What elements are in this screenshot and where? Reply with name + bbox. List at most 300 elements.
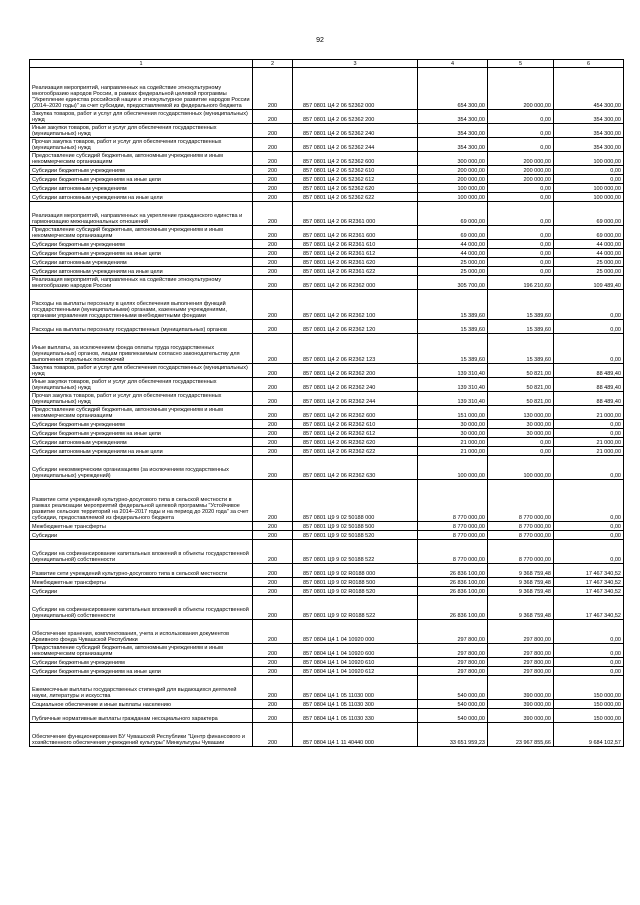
row-amount-rest-cell: 69 000,00 (554, 226, 624, 240)
row-amount-rest-cell: 0,00 (554, 480, 624, 522)
row-code-cell: 857 0801 Ц4 2 06 52362 600 (293, 152, 418, 166)
row-amount-plan-cell: 151 000,00 (418, 406, 488, 420)
row-amount-exec-cell: 0,00 (488, 267, 554, 276)
table-row (30, 531, 624, 540)
row-code-cell: 857 0801 Ц4 2 06 R2362 120 (293, 320, 418, 334)
row-amount-exec-cell: 130 000,00 (488, 406, 554, 420)
budget-table (29, 59, 624, 747)
row-amount-plan-cell: 540 000,00 (418, 709, 488, 723)
row-amount-plan-cell: 25 000,00 (418, 258, 488, 267)
row-col2-cell: 200 (253, 578, 293, 587)
row-amount-exec-cell: 100 000,00 (488, 456, 554, 480)
row-code-cell: 857 0801 Ц9 9 02 50188 522 (293, 540, 418, 564)
row-code-cell: 857 0804 Ц4 1 04 10920 612 (293, 667, 418, 676)
row-name-cell: Реализация мероприятий, направленных на содействие этнокультурному многообразию народов России (30, 276, 253, 290)
row-col2-cell: 200 (253, 68, 293, 110)
row-name-cell: Развитие сети учреждений культурно-досугового типа в сельской местности в рамках реализации мероприятий федеральной целевой программы "Устойчивое развитие сельских территорий на 2014–2017 годы и на период до 2020 года" за счет субсидии, предоставляемой из федерального бюджета (30, 480, 253, 522)
table-row (30, 392, 624, 406)
row-code-cell: 857 0801 Ц4 2 06 52362 000 (293, 68, 418, 110)
table-row (30, 68, 624, 110)
table-row (30, 420, 624, 429)
row-code-cell: 857 0801 Ц4 2 06 R2362 123 (293, 334, 418, 364)
row-name-cell: Субсидии бюджетным учреждениям на иные цели (30, 175, 253, 184)
row-amount-exec-cell: 50 821,00 (488, 378, 554, 392)
row-amount-plan-cell: 200 000,00 (418, 175, 488, 184)
table-row (30, 320, 624, 334)
column-header: 4 (418, 60, 488, 68)
row-code-cell: 857 0804 Ц4 1 05 11030 330 (293, 709, 418, 723)
row-amount-exec-cell: 0,00 (488, 184, 554, 193)
row-amount-rest-cell: 25 000,00 (554, 267, 624, 276)
row-amount-rest-cell: 100 000,00 (554, 184, 624, 193)
row-amount-plan-cell: 354 300,00 (418, 124, 488, 138)
row-amount-rest-cell: 0,00 (554, 644, 624, 658)
row-col2-cell: 200 (253, 392, 293, 406)
row-amount-plan-cell: 297 800,00 (418, 667, 488, 676)
row-col2-cell: 200 (253, 258, 293, 267)
row-amount-exec-cell: 297 800,00 (488, 658, 554, 667)
table-row (30, 258, 624, 267)
row-name-cell: Прочая закупка товаров, работ и услуг для обеспечения государственных (муниципальных) нужд (30, 138, 253, 152)
row-name-cell: Публичные нормативные выплаты гражданам несоциального характера (30, 709, 253, 723)
row-col2-cell: 200 (253, 138, 293, 152)
row-code-cell: 857 0804 Ц4 1 04 10920 600 (293, 644, 418, 658)
table-row (30, 267, 624, 276)
row-col2-cell: 200 (253, 240, 293, 249)
table-row (30, 447, 624, 456)
row-amount-rest-cell: 0,00 (554, 540, 624, 564)
row-amount-exec-cell: 8 770 000,00 (488, 522, 554, 531)
table-row (30, 202, 624, 226)
row-amount-exec-cell: 0,00 (488, 258, 554, 267)
row-amount-rest-cell: 25 000,00 (554, 258, 624, 267)
row-col2-cell: 200 (253, 564, 293, 578)
row-amount-exec-cell: 0,00 (488, 110, 554, 124)
row-amount-exec-cell: 390 000,00 (488, 676, 554, 700)
row-amount-rest-cell: 0,00 (554, 175, 624, 184)
row-amount-rest-cell: 0,00 (554, 334, 624, 364)
column-header: 2 (253, 60, 293, 68)
row-code-cell: 857 0801 Ц4 2 06 R2362 612 (293, 429, 418, 438)
table-row (30, 429, 624, 438)
table-row (30, 290, 624, 320)
row-col2-cell: 200 (253, 644, 293, 658)
row-amount-exec-cell: 200 000,00 (488, 68, 554, 110)
row-amount-rest-cell: 88 489,40 (554, 378, 624, 392)
row-amount-exec-cell: 8 770 000,00 (488, 480, 554, 522)
row-amount-exec-cell: 297 800,00 (488, 620, 554, 644)
column-header: 3 (293, 60, 418, 68)
row-amount-exec-cell: 297 800,00 (488, 644, 554, 658)
row-col2-cell: 200 (253, 480, 293, 522)
row-amount-rest-cell: 17 467 340,52 (554, 578, 624, 587)
row-name-cell: Субсидии некоммерческим организациям (за исключением государственных (муниципальных) учреждений) (30, 456, 253, 480)
row-code-cell: 857 0804 Ц4 1 04 10920 000 (293, 620, 418, 644)
row-col2-cell: 200 (253, 320, 293, 334)
row-amount-rest-cell: 100 000,00 (554, 152, 624, 166)
row-amount-plan-cell: 297 800,00 (418, 644, 488, 658)
row-name-cell: Предоставление субсидий бюджетным, автономным учреждениям и иным некоммерческим организациям (30, 226, 253, 240)
row-amount-rest-cell: 17 467 340,52 (554, 596, 624, 620)
row-col2-cell: 200 (253, 378, 293, 392)
row-amount-rest-cell: 0,00 (554, 456, 624, 480)
row-col2-cell: 200 (253, 420, 293, 429)
table-row (30, 138, 624, 152)
budget-table-body (30, 60, 624, 747)
row-amount-plan-cell: 139 310,40 (418, 392, 488, 406)
row-col2-cell: 200 (253, 276, 293, 290)
row-amount-plan-cell: 33 651 959,23 (418, 723, 488, 747)
row-name-cell: Прочая закупка товаров, работ и услуг для обеспечения государственных (муниципальных) нужд (30, 392, 253, 406)
row-amount-rest-cell: 354 300,00 (554, 138, 624, 152)
row-code-cell: 857 0801 Ц4 2 06 R2362 240 (293, 378, 418, 392)
row-col2-cell: 200 (253, 226, 293, 240)
table-row (30, 578, 624, 587)
table-row (30, 240, 624, 249)
row-amount-exec-cell: 0,00 (488, 138, 554, 152)
row-amount-rest-cell: 150 000,00 (554, 676, 624, 700)
row-name-cell: Субсидии бюджетным учреждениям (30, 240, 253, 249)
row-amount-rest-cell: 44 000,00 (554, 249, 624, 258)
row-col2-cell: 200 (253, 184, 293, 193)
row-amount-exec-cell: 0,00 (488, 193, 554, 202)
row-name-cell: Субсидии на софинансирование капитальных вложений в объекты государственной (муниципальной) собственности (30, 540, 253, 564)
row-amount-exec-cell: 200 000,00 (488, 175, 554, 184)
row-amount-plan-cell: 8 770 000,00 (418, 540, 488, 564)
row-code-cell: 857 0801 Ц9 9 02 R0188 520 (293, 587, 418, 596)
row-amount-rest-cell: 21 000,00 (554, 447, 624, 456)
table-row (30, 226, 624, 240)
row-code-cell: 857 0801 Ц4 2 06 R2362 244 (293, 392, 418, 406)
row-amount-rest-cell: 21 000,00 (554, 438, 624, 447)
row-code-cell: 857 0801 Ц4 2 06 52362 610 (293, 166, 418, 175)
row-amount-rest-cell: 354 300,00 (554, 110, 624, 124)
table-row (30, 667, 624, 676)
row-name-cell: Предоставление субсидий бюджетным, автономным учреждениям и иным некоммерческим организациям (30, 406, 253, 420)
row-amount-rest-cell: 17 467 340,52 (554, 564, 624, 578)
table-row (30, 540, 624, 564)
row-code-cell: 857 0801 Ц4 2 06 R2361 622 (293, 267, 418, 276)
table-row (30, 249, 624, 258)
row-col2-cell: 200 (253, 658, 293, 667)
table-row (30, 152, 624, 166)
row-code-cell: 857 0801 Ц9 9 02 R0188 500 (293, 578, 418, 587)
row-amount-plan-cell: 30 000,00 (418, 429, 488, 438)
table-row (30, 276, 624, 290)
row-name-cell: Предоставление субсидий бюджетным, автономным учреждениям и иным некоммерческим организациям (30, 644, 253, 658)
table-row (30, 456, 624, 480)
row-code-cell: 857 0801 Ц4 2 06 R2362 620 (293, 438, 418, 447)
row-amount-plan-cell: 8 770 000,00 (418, 531, 488, 540)
table-row (30, 438, 624, 447)
row-name-cell: Развитие сети учреждений культурно-досугового типа в сельской местности (30, 564, 253, 578)
row-col2-cell: 200 (253, 587, 293, 596)
row-amount-rest-cell: 21 000,00 (554, 406, 624, 420)
row-col2-cell: 200 (253, 249, 293, 258)
row-code-cell: 857 0801 Ц4 2 06 52362 200 (293, 110, 418, 124)
row-name-cell: Межбюджетные трансферты (30, 522, 253, 531)
row-code-cell: 857 0801 Ц4 2 06 R2361 000 (293, 202, 418, 226)
row-amount-rest-cell: 0,00 (554, 166, 624, 175)
row-code-cell: 857 0801 Ц9 9 02 R0188 000 (293, 564, 418, 578)
row-amount-plan-cell: 540 000,00 (418, 676, 488, 700)
row-name-cell: Субсидии автономным учреждениям (30, 184, 253, 193)
row-col2-cell: 200 (253, 522, 293, 531)
row-code-cell: 857 0801 Ц9 9 02 50188 000 (293, 480, 418, 522)
row-col2-cell: 200 (253, 166, 293, 175)
row-amount-exec-cell: 8 770 000,00 (488, 540, 554, 564)
row-amount-exec-cell: 9 368 759,48 (488, 587, 554, 596)
row-amount-rest-cell: 0,00 (554, 658, 624, 667)
row-name-cell: Реализация мероприятий, направленных на содействие этнокультурному многообразию народов России, в рамках федеральной целевой программы "Укрепление единства российской нации и этнокультурное развитие народов России (2014–2020 годы)" за счет субсидии, предоставляемой из федерального бюджета (30, 68, 253, 110)
row-code-cell: 857 0801 Ц9 9 02 50188 520 (293, 531, 418, 540)
row-amount-plan-cell: 15 389,60 (418, 290, 488, 320)
row-code-cell: 857 0801 Ц4 2 06 R2361 600 (293, 226, 418, 240)
row-amount-plan-cell: 200 000,00 (418, 166, 488, 175)
row-col2-cell: 200 (253, 723, 293, 747)
row-col2-cell: 200 (253, 175, 293, 184)
row-name-cell: Закупка товаров, работ и услуг для обеспечения государственных (муниципальных) нужд (30, 110, 253, 124)
row-name-cell: Расходы на выплаты персоналу в целях обеспечения выполнения функций государственными (муниципальными) органами, казенными учреждениями, органами управления государственными внебюджетными фондами (30, 290, 253, 320)
row-name-cell: Субсидии бюджетным учреждениям (30, 420, 253, 429)
column-header: 6 (554, 60, 624, 68)
table-row (30, 596, 624, 620)
table-row (30, 175, 624, 184)
row-amount-plan-cell: 654 300,00 (418, 68, 488, 110)
row-amount-rest-cell: 0,00 (554, 522, 624, 531)
table-row (30, 676, 624, 700)
row-name-cell: Предоставление субсидий бюджетным, автономным учреждениям и иным некоммерческим организациям (30, 152, 253, 166)
row-amount-exec-cell: 0,00 (488, 249, 554, 258)
table-row (30, 364, 624, 378)
row-name-cell: Субсидии бюджетным учреждениям (30, 166, 253, 175)
row-col2-cell: 200 (253, 531, 293, 540)
row-name-cell: Субсидии автономным учреждениям (30, 258, 253, 267)
row-name-cell: Обеспечение хранения, комплектования, учета и использования документов Архивного фонда Чувашской Республики (30, 620, 253, 644)
column-header: 5 (488, 60, 554, 68)
row-amount-exec-cell: 9 368 759,48 (488, 578, 554, 587)
table-row (30, 406, 624, 420)
row-amount-plan-cell: 139 310,40 (418, 364, 488, 378)
row-col2-cell: 200 (253, 700, 293, 709)
row-amount-rest-cell: 88 489,40 (554, 364, 624, 378)
row-name-cell: Обеспечение функционирования БУ Чувашской Республики "Центр финансового и хозяйственного обеспечения учреждений культуры" Минкультуры Чувашии (30, 723, 253, 747)
row-amount-plan-cell: 15 389,60 (418, 334, 488, 364)
row-code-cell: 857 0801 Ц4 2 06 52362 240 (293, 124, 418, 138)
row-col2-cell: 200 (253, 620, 293, 644)
table-header-row (30, 60, 624, 68)
row-col2-cell: 200 (253, 667, 293, 676)
row-name-cell: Субсидии автономным учреждениям на иные цели (30, 267, 253, 276)
row-name-cell: Субсидии бюджетным учреждениям на иные цели (30, 429, 253, 438)
row-amount-rest-cell: 17 467 340,52 (554, 587, 624, 596)
row-amount-exec-cell: 196 210,60 (488, 276, 554, 290)
row-amount-plan-cell: 26 836 100,00 (418, 578, 488, 587)
row-amount-plan-cell: 21 000,00 (418, 438, 488, 447)
row-amount-plan-cell: 354 300,00 (418, 110, 488, 124)
row-amount-rest-cell: 0,00 (554, 420, 624, 429)
row-amount-plan-cell: 540 000,00 (418, 700, 488, 709)
row-amount-rest-cell: 44 000,00 (554, 240, 624, 249)
row-amount-rest-cell: 0,00 (554, 320, 624, 334)
row-amount-exec-cell: 0,00 (488, 447, 554, 456)
row-code-cell: 857 0801 Ц4 2 06 52362 612 (293, 175, 418, 184)
row-name-cell: Социальное обеспечение и иные выплаты населению (30, 700, 253, 709)
row-col2-cell: 200 (253, 124, 293, 138)
row-col2-cell: 200 (253, 202, 293, 226)
row-amount-rest-cell: 69 000,00 (554, 202, 624, 226)
row-code-cell: 857 0801 Ц4 2 06 52362 620 (293, 184, 418, 193)
row-amount-exec-cell: 390 000,00 (488, 709, 554, 723)
table-row (30, 480, 624, 522)
row-amount-exec-cell: 15 389,60 (488, 320, 554, 334)
table-row (30, 587, 624, 596)
row-name-cell: Субсидии автономным учреждениям (30, 438, 253, 447)
row-name-cell: Субсидии бюджетным учреждениям (30, 658, 253, 667)
row-name-cell: Субсидии бюджетным учреждениям на иные цели (30, 249, 253, 258)
row-amount-exec-cell: 9 368 759,48 (488, 596, 554, 620)
row-col2-cell: 200 (253, 676, 293, 700)
row-col2-cell: 200 (253, 456, 293, 480)
row-name-cell: Субсидии (30, 587, 253, 596)
row-name-cell: Субсидии (30, 531, 253, 540)
row-amount-plan-cell: 8 770 000,00 (418, 522, 488, 531)
row-code-cell: 857 0804 Ц4 1 05 11030 300 (293, 700, 418, 709)
row-code-cell: 857 0801 Ц4 2 06 R2362 600 (293, 406, 418, 420)
row-amount-rest-cell: 150 000,00 (554, 700, 624, 709)
row-code-cell: 857 0801 Ц4 2 06 R2362 630 (293, 456, 418, 480)
row-amount-plan-cell: 30 000,00 (418, 420, 488, 429)
row-amount-plan-cell: 69 000,00 (418, 226, 488, 240)
row-amount-plan-cell: 26 836 100,00 (418, 587, 488, 596)
row-col2-cell: 200 (253, 267, 293, 276)
row-amount-exec-cell: 30 000,00 (488, 420, 554, 429)
row-amount-rest-cell: 0,00 (554, 531, 624, 540)
row-code-cell: 857 0801 Ц4 2 06 R2362 610 (293, 420, 418, 429)
row-name-cell: Ежемесячные выплаты государственных стипендий для выдающихся деятелей науки, литературы и искусства (30, 676, 253, 700)
table-row (30, 124, 624, 138)
row-amount-plan-cell: 26 836 100,00 (418, 596, 488, 620)
row-amount-plan-cell: 25 000,00 (418, 267, 488, 276)
row-amount-exec-cell: 9 368 759,48 (488, 564, 554, 578)
row-amount-rest-cell: 454 300,00 (554, 68, 624, 110)
row-col2-cell: 200 (253, 290, 293, 320)
row-name-cell: Реализация мероприятий, направленных на укрепление гражданского единства и гармонизацию межнациональных отношений (30, 202, 253, 226)
row-amount-plan-cell: 100 000,00 (418, 193, 488, 202)
row-amount-plan-cell: 44 000,00 (418, 249, 488, 258)
row-amount-rest-cell: 0,00 (554, 429, 624, 438)
row-amount-exec-cell: 15 389,60 (488, 334, 554, 364)
table-row (30, 658, 624, 667)
row-col2-cell: 200 (253, 110, 293, 124)
row-name-cell: Субсидии на софинансирование капитальных вложений в объекты государственной (муниципальной) собственности (30, 596, 253, 620)
row-amount-exec-cell: 200 000,00 (488, 166, 554, 175)
row-code-cell: 857 0804 Ц4 1 05 11030 000 (293, 676, 418, 700)
table-row (30, 184, 624, 193)
row-name-cell: Субсидии автономным учреждениям на иные цели (30, 447, 253, 456)
row-amount-plan-cell: 100 000,00 (418, 456, 488, 480)
table-row (30, 522, 624, 531)
page-number: 92 (316, 37, 324, 44)
row-amount-exec-cell: 0,00 (488, 124, 554, 138)
row-col2-cell: 200 (253, 193, 293, 202)
row-amount-rest-cell: 354 300,00 (554, 124, 624, 138)
row-name-cell: Иные закупки товаров, работ и услуг для обеспечения государственных (муниципальных) нужд (30, 378, 253, 392)
row-amount-exec-cell: 390 000,00 (488, 700, 554, 709)
row-amount-rest-cell: 0,00 (554, 667, 624, 676)
table-row (30, 334, 624, 364)
table-row (30, 193, 624, 202)
row-col2-cell: 200 (253, 152, 293, 166)
row-amount-exec-cell: 0,00 (488, 226, 554, 240)
table-row (30, 378, 624, 392)
row-code-cell: 857 0801 Ц9 9 02 50188 500 (293, 522, 418, 531)
row-amount-plan-cell: 297 800,00 (418, 658, 488, 667)
row-name-cell: Закупка товаров, работ и услуг для обеспечения государственных (муниципальных) нужд (30, 364, 253, 378)
table-row (30, 644, 624, 658)
row-code-cell: 857 0804 Ц4 1 11 40440 000 (293, 723, 418, 747)
row-col2-cell: 200 (253, 438, 293, 447)
row-amount-plan-cell: 15 389,60 (418, 320, 488, 334)
row-amount-plan-cell: 44 000,00 (418, 240, 488, 249)
row-name-cell: Субсидии бюджетным учреждениям на иные цели (30, 667, 253, 676)
row-amount-rest-cell: 109 489,40 (554, 276, 624, 290)
row-amount-plan-cell: 69 000,00 (418, 202, 488, 226)
row-col2-cell: 200 (253, 447, 293, 456)
row-amount-exec-cell: 0,00 (488, 202, 554, 226)
row-amount-plan-cell: 305 700,00 (418, 276, 488, 290)
row-amount-plan-cell: 354 300,00 (418, 138, 488, 152)
table-row (30, 709, 624, 723)
row-col2-cell: 200 (253, 406, 293, 420)
row-code-cell: 857 0801 Ц4 2 06 R2361 620 (293, 258, 418, 267)
row-col2-cell: 200 (253, 334, 293, 364)
table-row (30, 110, 624, 124)
row-amount-exec-cell: 0,00 (488, 240, 554, 249)
row-name-cell: Иные закупки товаров, работ и услуг для обеспечения государственных (муниципальных) нужд (30, 124, 253, 138)
row-code-cell: 857 0801 Ц4 2 06 R2362 000 (293, 276, 418, 290)
column-header: 1 (30, 60, 253, 68)
row-code-cell: 857 0801 Ц9 9 02 R0188 522 (293, 596, 418, 620)
row-amount-plan-cell: 100 000,00 (418, 184, 488, 193)
row-code-cell: 857 0801 Ц4 2 06 52362 244 (293, 138, 418, 152)
row-code-cell: 857 0801 Ц4 2 06 R2362 622 (293, 447, 418, 456)
row-amount-rest-cell: 100 000,00 (554, 193, 624, 202)
row-code-cell: 857 0804 Ц4 1 04 10920 610 (293, 658, 418, 667)
row-name-cell: Расходы на выплаты персоналу государственных (муниципальных) органов (30, 320, 253, 334)
row-amount-plan-cell: 297 800,00 (418, 620, 488, 644)
row-amount-exec-cell: 50 821,00 (488, 364, 554, 378)
row-amount-plan-cell: 139 310,40 (418, 378, 488, 392)
row-amount-rest-cell: 150 000,00 (554, 709, 624, 723)
row-amount-exec-cell: 200 000,00 (488, 152, 554, 166)
row-amount-rest-cell: 9 684 102,57 (554, 723, 624, 747)
row-amount-exec-cell: 23 967 855,66 (488, 723, 554, 747)
row-col2-cell: 200 (253, 540, 293, 564)
row-amount-exec-cell: 297 800,00 (488, 667, 554, 676)
row-amount-plan-cell: 26 836 100,00 (418, 564, 488, 578)
row-name-cell: Субсидии автономным учреждениям на иные цели (30, 193, 253, 202)
row-col2-cell: 200 (253, 709, 293, 723)
row-code-cell: 857 0801 Ц4 2 06 52362 622 (293, 193, 418, 202)
table-row (30, 620, 624, 644)
table-row (30, 166, 624, 175)
row-amount-exec-cell: 50 821,00 (488, 392, 554, 406)
row-code-cell: 857 0801 Ц4 2 06 R2362 200 (293, 364, 418, 378)
row-amount-plan-cell: 300 000,00 (418, 152, 488, 166)
row-amount-plan-cell: 21 000,00 (418, 447, 488, 456)
table-row (30, 564, 624, 578)
